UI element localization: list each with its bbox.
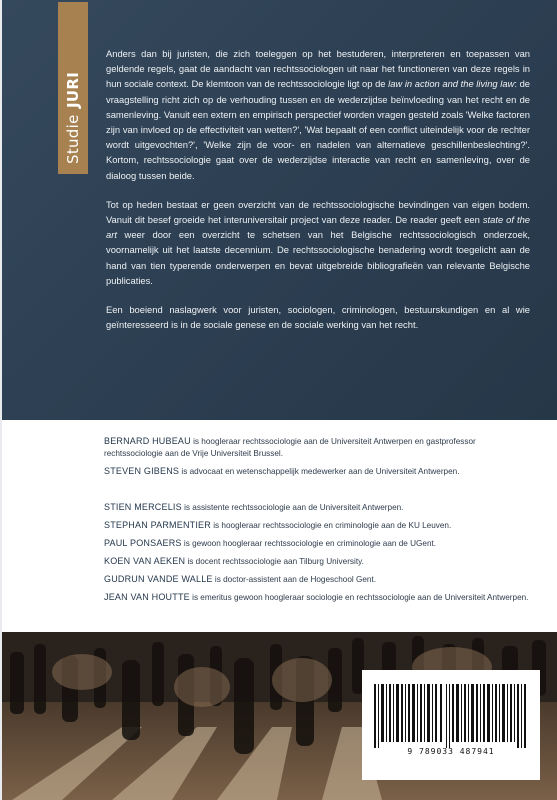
author-entry [104,436,534,459]
author-entry [104,574,534,586]
author-description: is doctor-assistent aan de Hogeschool Gent. [212,575,377,584]
author-name: STEVEN GIBENS [104,466,180,476]
author-name: KOEN VAN AEKEN [104,556,186,566]
author-entry [104,520,534,532]
blurb-paragraph-2: Tot op heden bestaat er geen overzicht van de rechtssociologische bevindingen van eigen bodem. Vanuit dit besef groeide het interuniversitair project van deze reader. De reader geeft een state of the art weer door een overzicht te schetsen van het Belgische rechtssociologisch onderzoek, voornamelijk uit het laatste decennium. De rechtssociologische benadering wordt toegelicht aan de hand van tien typerende onderwerpen en bevat uitgebreide bibliografieën van relevante Belgische publicaties. [106,198,531,286]
barcode-number: 9 789033 487941 [407,747,495,756]
author-name: JEAN VAN HOUTTE [104,592,190,602]
author-name: GUDRUN VANDE WALLE [104,574,213,584]
author-description: is hoogleraar rechtssociologie aan de Universiteit Antwerpen en gastprofessor rechtssociologie aan de Vrije Universiteit Brussel. [104,437,476,458]
author-entry [104,502,534,514]
author-name: BERNARD HUBEAU [104,436,191,446]
blurb-emphasis: law in action and the living law [388,78,515,90]
author-description: is emeritus gewoon hoogleraar sociologie en rechtssociologie aan de Universiteit Antwerpen. [189,593,529,602]
back-cover-blurb [106,46,530,346]
author-description: is docent rechtssociologie aan Tilburg University. [185,557,364,566]
blurb-paragraph-1: Anders dan bij juristen, die zich toeleggen op het bestuderen, interpreteren en toepassen van geldende regels, gaat de aandacht van rechtssociologen uit naar het functioneren van deze regels in hun sociale context. De klemtoon van de rechtssociologie ligt op de law in action and the living law: de vraagstelling richt zich op de verhouding tussen en de wederzijdse beïnvloeding van het recht en de samenleving. Vanuit een extern en empirisch perspectief worden vragen gesteld zoals 'Welke factoren zijn van invloed op de effectiviteit van wetten?', 'Wat bepaalt of een conflict uiteindelijk voor de rechter wordt uitgevochten?', 'Welke zijn de voor- en nadelen van alternatieve geschillenbeslechting?'. Kortom, rechtssociologie gaat over de wederzijdse interactie van recht en samenleving, over de dialoog tussen beide. [106,48,530,181]
barcode-icon [362,670,540,780]
author-entry [104,466,534,478]
author-description: is gewoon hoogleraar rechtssociologie en criminologie aan de UGent. [181,539,437,548]
author-description: is assistente rechtssociologie aan de Universiteit Antwerpen. [181,503,404,512]
series-label-light: Studie [64,114,82,164]
series-label [58,2,88,174]
blurb-emphasis: state of the art [106,214,531,241]
author-entry [104,538,534,550]
author-description: is hoogleraar rechtssociologie en criminologie aan de KU Leuven. [210,521,452,530]
author-entry [104,592,534,604]
barcode-box [362,670,540,780]
author-description: is advocaat en wetenschappelijk medewerker aan de Universiteit Antwerpen. [179,467,460,476]
author-name: STEPHAN PARMENTIER [104,520,211,530]
series-label-bold: JURI [64,72,82,109]
author-name: PAUL PONSAERS [104,538,182,548]
blurb-paragraph-3: Een boeiend naslagwerk voor juristen, sociologen, criminologen, bestuurskundigen en al wie geïnteresseerd is in de sociale genese en de sociale werking van het recht. [106,304,530,331]
author-name: STIEN MERCELIS [104,502,182,512]
author-entry [104,556,534,568]
